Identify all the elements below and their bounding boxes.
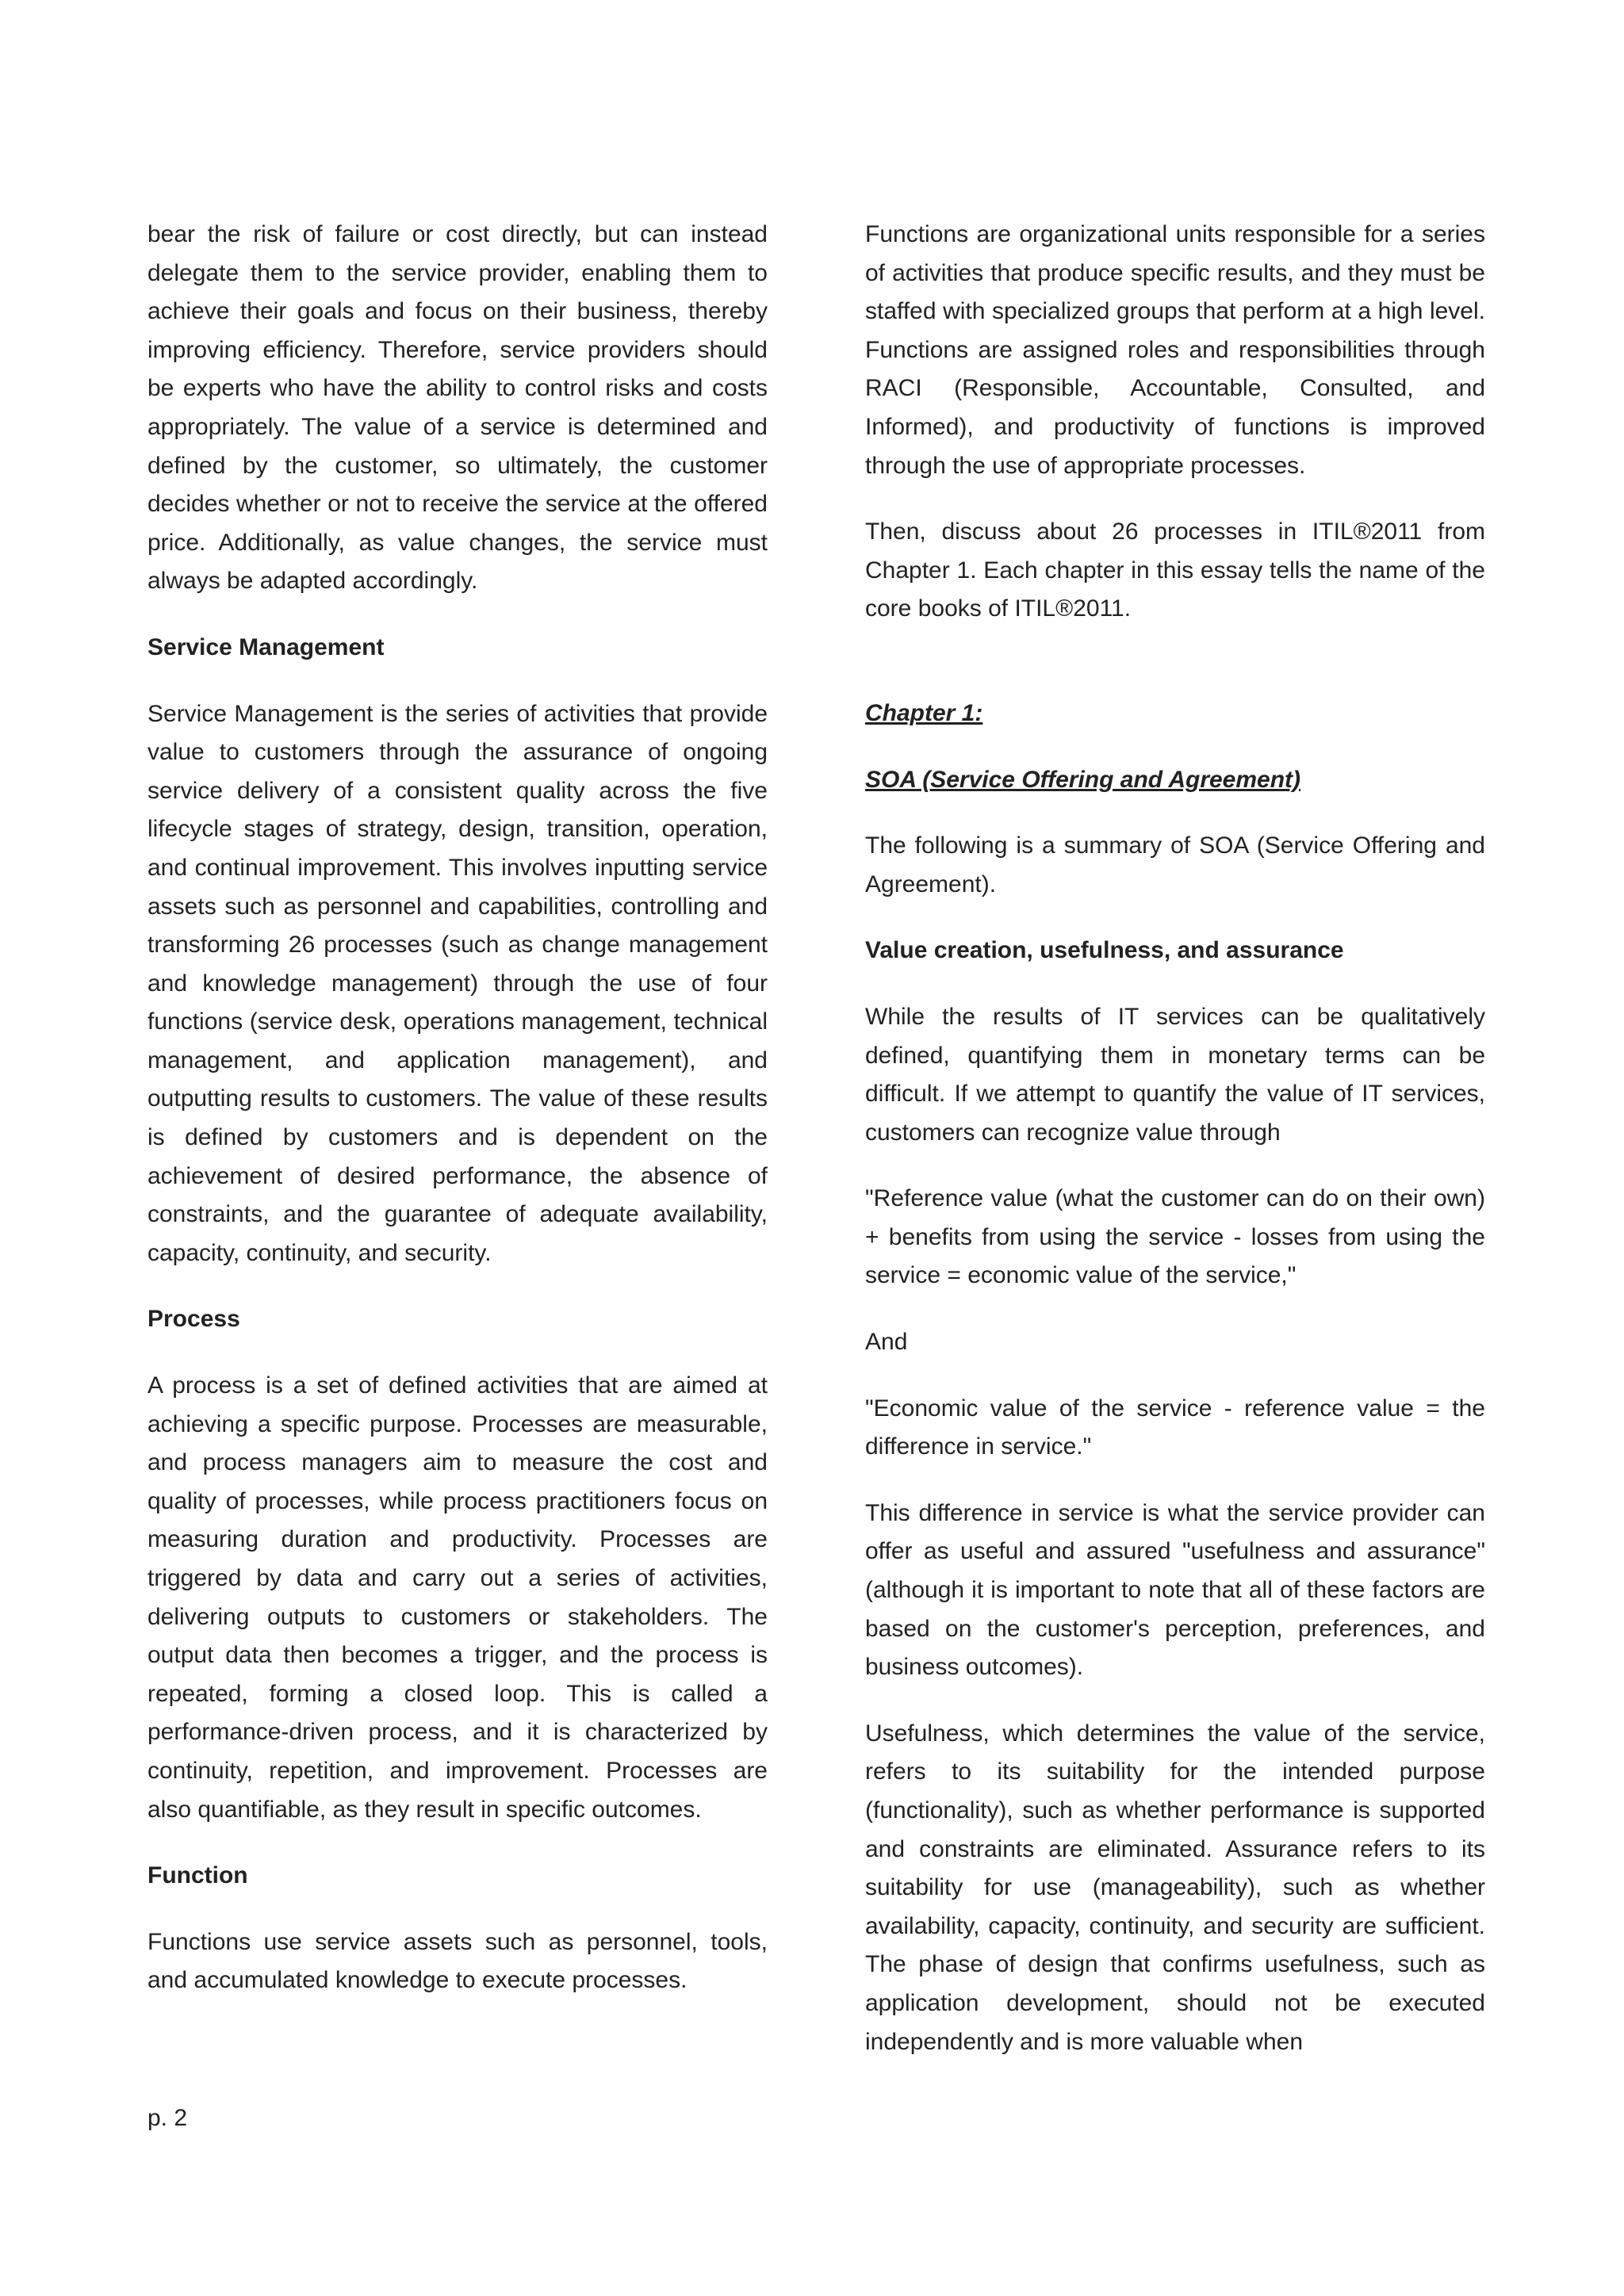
page-number: p. 2 (147, 2105, 188, 2131)
paragraph-quote-economic: "Economic value of the service - reference value = the difference in service." (865, 1395, 1485, 1460)
chapter-label: Chapter 1: (865, 699, 983, 726)
paragraph-process: A process is a set of defined activities that are aimed at achieving a specific purpose. Processes are measurable, and process managers aim to measure the cost and quality of processes, while process practitioners focus on measuring duration and productivity. Processes are triggered by data and carry out a series of activities, delivering outputs to customers or stakeholders. The output data then becomes a trigger, and the process is repeated, forming a closed loop. This is called a performance-driven process, and it is characterized by continuity, repetition, and improvement. Processes are also quantifiable, as they result in specific outcomes. (147, 1372, 768, 1823)
paragraph-function: Functions use service assets such as personnel, tools, and accumulated knowledge to execute processes. (147, 1928, 768, 1994)
paragraph-service-management: Service Management is the series of activities that provide value to customers through the assurance of ongoing service delivery of a consistent quality across the five lifecycle stages of strategy, design, transition, operation, and continual improvement. This involves inputting service assets such as personnel and capabilities, controlling and transforming 26 processes (such as change management and knowledge management) through the use of four functions (service desk, operations management, technical management, and application management), and outputting results to customers. The value of these results is defined by customers and is dependent on the achievement of desired performance, the absence of constraints, and the guarantee of adequate availability, capacity, continuity, and security. (147, 700, 768, 1266)
heading-function: Function (147, 1862, 248, 1889)
heading-service-management: Service Management (147, 633, 385, 660)
heading-process: Process (147, 1306, 240, 1333)
paragraph-soa-summary: The following is a summary of SOA (Service Offering and Agreement). (865, 832, 1485, 897)
section-spacer (865, 656, 1485, 695)
paragraph-then-discuss: Then, discuss about 26 processes in ITIL®2011 from Chapter 1. Each chapter in this essay tells the name of the core books of ITIL®2011. (865, 519, 1485, 622)
paragraph-functions-org: Functions are organizational units responsible for a series of activities that produce specific results, and they must be staffed with specialized groups that perform at a high level. Functions are assigned roles and responsibilities through RACI (Responsible, Accountable, Consulted, and Informed), and productivity of functions is improved through the use of appropriate processes. (865, 221, 1485, 479)
left-column (147, 216, 768, 2000)
paragraph-and: And (865, 1329, 908, 1356)
paragraph-difference: This difference in service is what the service provider can offer as useful and assured "usefulness and assurance" (although it is important to note that all of these factors are based on the customer's perception, preferences, and business outcomes). (865, 1499, 1485, 1681)
paragraph-results-it: While the results of IT services can be qualitatively defined, quantifying them in monetary terms can be difficult. If we attempt to quantify the value of IT services, customers can recognize value through (865, 1003, 1485, 1146)
right-column (865, 216, 1485, 2061)
paragraph-intro: bear the risk of failure or cost directly, but can instead delegate them to the service provider, enabling them to achieve their goals and focus on their business, thereby improving efficiency. Therefore, service providers should be experts who have the ability to control risks and costs appropriately. The value of a service is determined and defined by the customer, so ultimately, the customer decides whether or not to receive the service at the offered price. Additionally, as value changes, the service must always be adapted accordingly. (147, 221, 768, 595)
chapter-title: SOA (Service Offering and Agreement) (865, 766, 1301, 793)
paragraph-quote-reference: "Reference value (what the customer can do on their own) + benefits from using the service - losses from using the service = economic value of the service," (865, 1185, 1485, 1289)
heading-value-creation: Value creation, usefulness, and assurance (865, 937, 1344, 964)
paragraph-usefulness: Usefulness, which determines the value of the service, refers to its suitability for the intended purpose (functionality), such as whether performance is supported and constraints are eliminated. Assurance refers to its suitability for use (manageability), such as whether availability, capacity, continuity, and security are sufficient. The phase of design that confirms usefulness, such as application development, should not be executed independently and is more valuable when (865, 1720, 1485, 2055)
